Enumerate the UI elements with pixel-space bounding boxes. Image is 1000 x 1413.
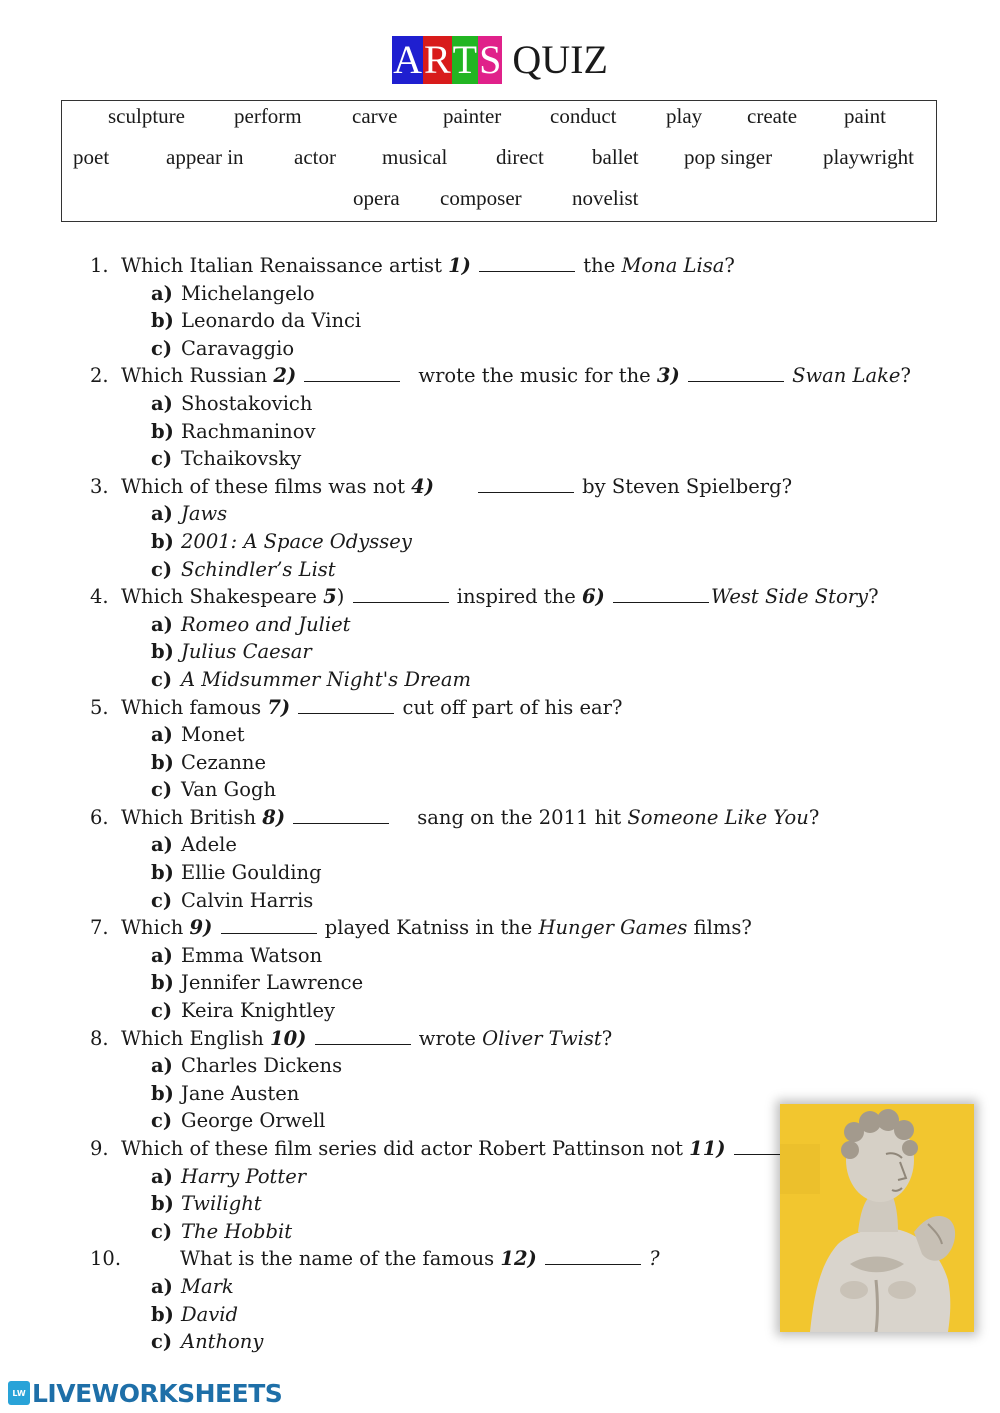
question-7: [90, 914, 950, 942]
david-illustration: [780, 1104, 974, 1332]
option[interactable]: [90, 666, 950, 694]
option[interactable]: [90, 942, 950, 970]
option-text: Keira Knightley: [181, 999, 336, 1023]
option[interactable]: [90, 335, 950, 363]
title-italic: West Side Story: [710, 585, 869, 609]
option-text: Tchaikovsky: [181, 447, 302, 471]
option-text: Van Gogh: [181, 778, 277, 802]
option-letter: a): [151, 612, 173, 636]
blank-number: 9): [189, 916, 213, 940]
option-letter: c): [151, 1330, 173, 1354]
question-text: Which British: [121, 805, 263, 829]
option[interactable]: [90, 307, 950, 335]
option-text: Leonardo da Vinci: [181, 309, 362, 333]
question-text: Which of these film series did actor Robert Pattinson not: [121, 1137, 690, 1160]
option-letter: c): [151, 778, 173, 802]
option-letter: a): [151, 1274, 173, 1298]
liveworksheets-brand[interactable]: LIVEWORKSHEETS: [32, 1378, 283, 1408]
question-text: Which Italian Renaissance artist: [121, 254, 449, 277]
option-letter: b): [151, 640, 174, 664]
option-text: Romeo and Juliet: [181, 612, 351, 636]
question-text: ?: [868, 585, 879, 609]
question-text: Which Russian: [121, 364, 274, 388]
option-letter: b): [151, 1081, 174, 1105]
word-bank-item: musical: [382, 145, 448, 169]
question-5: [90, 694, 950, 722]
answer-blank-9[interactable]: [221, 915, 317, 934]
title-letter-r: R: [423, 37, 451, 82]
question-text: ): [336, 585, 345, 609]
blank-number: 5: [323, 585, 337, 609]
question-number: 10.: [90, 1247, 122, 1271]
option-letter: c): [151, 447, 173, 471]
question-text: wrote: [412, 1026, 483, 1050]
title-italic: Mona Lisa: [621, 254, 725, 277]
option-letter: b): [151, 861, 174, 885]
question-2: [90, 362, 950, 390]
option[interactable]: [90, 390, 950, 418]
question-text: ?: [724, 254, 735, 277]
option-text: Anthony: [181, 1330, 264, 1354]
question-number: 1.: [90, 254, 109, 277]
title-quiz: QUIZ: [512, 37, 608, 82]
word-bank-item: poet: [73, 145, 110, 169]
question-text: inspired the: [450, 585, 582, 609]
blank-number: 11): [689, 1137, 726, 1160]
option-text: Jennifer Lawrence: [181, 971, 364, 995]
question-text: ?: [601, 1026, 613, 1050]
option-text: Caravaggio: [181, 336, 295, 360]
answer-blank-6[interactable]: [613, 584, 709, 603]
word-bank-item: ballet: [592, 145, 639, 169]
question-number: 2.: [90, 364, 109, 388]
word-bank-row-1: [62, 101, 936, 131]
word-bank-item: perform: [234, 104, 302, 128]
blank-number: 4): [411, 474, 434, 498]
blank-number: 2): [273, 364, 297, 388]
option-letter: c): [151, 557, 173, 581]
question-number: 7.: [90, 916, 109, 940]
option-text: Monet: [181, 723, 245, 747]
question-number: 8.: [90, 1026, 109, 1050]
answer-blank-7[interactable]: [298, 695, 394, 714]
question-text: What is the name of the famous: [180, 1247, 501, 1271]
word-bank-item: actor: [294, 145, 336, 169]
blank-number: 6): [581, 585, 605, 609]
option-text: Schindler’s List: [181, 557, 336, 581]
option-text: Cezanne: [181, 750, 267, 774]
question-text: Which Shakespeare: [121, 585, 324, 609]
word-bank-item: create: [747, 104, 798, 128]
option-text: Rachmaninov: [181, 419, 316, 443]
question-text: wrote the music for the: [418, 364, 657, 388]
word-bank-item: paint: [844, 104, 886, 128]
option-text: Jane Austen: [181, 1081, 300, 1105]
arts-title-colored: [392, 36, 502, 84]
question-1: [90, 252, 950, 280]
title-letter-a: A: [393, 37, 422, 82]
title-letter-t: T: [452, 37, 478, 82]
option-text: David: [181, 1302, 238, 1326]
question-text: sang on the 2011 hit: [417, 805, 628, 829]
option-letter: a): [151, 281, 173, 305]
option-text: Charles Dickens: [181, 1054, 343, 1078]
word-bank-item: composer: [440, 186, 522, 210]
question-text: films?: [687, 916, 752, 940]
question-text: ?: [808, 805, 820, 829]
title-italic: Someone Like You: [627, 805, 809, 829]
question-number: 4.: [90, 585, 109, 609]
blank-number: 10): [270, 1026, 307, 1050]
option-text: The Hobbit: [181, 1219, 293, 1243]
question-text: the: [577, 254, 622, 277]
word-bank-item: painter: [443, 104, 502, 128]
option-letter: c): [151, 667, 173, 691]
word-bank-item: carve: [352, 104, 398, 128]
option-text: Calvin Harris: [181, 888, 314, 912]
option-letter: b): [151, 529, 174, 553]
option-letter: b): [151, 1192, 174, 1216]
option[interactable]: [90, 1328, 950, 1356]
liveworksheets-logo-icon: LW: [8, 1381, 30, 1405]
word-bank-row-2: [62, 142, 936, 172]
question-4: [90, 583, 950, 611]
word-bank-item: conduct: [550, 104, 617, 128]
option-text: Jaws: [181, 502, 228, 526]
option[interactable]: [90, 500, 950, 528]
option[interactable]: [90, 528, 950, 556]
footer-brand: [8, 1378, 282, 1408]
title-letter-s: S: [479, 37, 502, 82]
statue-of-david-image: [780, 1104, 974, 1332]
answer-blank-8[interactable]: [293, 805, 389, 824]
question-8: [90, 1025, 950, 1053]
option-letter: c): [151, 999, 173, 1023]
question-text: ?: [900, 364, 911, 388]
word-bank-item: opera: [353, 186, 400, 210]
blank-number: 3): [656, 364, 680, 388]
option-letter: c): [151, 336, 173, 360]
option-letter: b): [151, 419, 174, 443]
question-6: [90, 804, 950, 832]
option-letter: c): [151, 1219, 173, 1243]
question-number: 6.: [90, 805, 109, 829]
option-letter: a): [151, 502, 173, 526]
question-number: 5.: [90, 695, 109, 719]
question-text: cut off part of his ear?: [396, 695, 623, 719]
option-text: Harry Potter: [181, 1164, 307, 1188]
option[interactable]: [90, 280, 950, 308]
option[interactable]: [90, 859, 950, 887]
option[interactable]: [90, 997, 950, 1025]
word-bank-item: sculpture: [108, 104, 185, 128]
option-letter: a): [151, 943, 173, 967]
option-text: Ellie Goulding: [181, 861, 322, 885]
title-italic: Oliver Twist: [482, 1026, 602, 1050]
answer-blank-10[interactable]: [315, 1026, 411, 1045]
question-text: Which of these films was not: [121, 474, 412, 498]
option-letter: b): [151, 750, 174, 774]
question-text: Which English: [121, 1026, 271, 1050]
blank-number: 1): [448, 254, 471, 277]
word-bank: [61, 100, 937, 222]
option-text: Emma Watson: [181, 943, 323, 967]
answer-blank-12[interactable]: [545, 1246, 641, 1265]
option-text: George Orwell: [181, 1109, 326, 1133]
option[interactable]: [90, 969, 950, 997]
word-bank-item: play: [666, 104, 703, 128]
option[interactable]: [90, 887, 950, 915]
option-letter: a): [151, 1054, 173, 1078]
word-bank-item: playwright: [823, 145, 914, 169]
option-text: Michelangelo: [181, 281, 315, 305]
option-text: Twilight: [181, 1192, 262, 1216]
option-letter: a): [151, 723, 173, 747]
question-text: Which: [121, 916, 190, 940]
option-text: Julius Caesar: [181, 640, 312, 664]
option[interactable]: [90, 638, 950, 666]
option-text: 2001: A Space Odyssey: [181, 529, 412, 553]
option[interactable]: [90, 556, 950, 584]
option-letter: a): [151, 1164, 173, 1188]
option[interactable]: [90, 611, 950, 639]
blank-number: 7): [267, 695, 291, 719]
option[interactable]: [90, 776, 950, 804]
word-bank-row-3: [62, 183, 936, 213]
word-bank-item: appear in: [166, 145, 244, 169]
question-number: 3.: [90, 474, 109, 498]
option-text: Adele: [181, 833, 237, 857]
option-letter: b): [151, 971, 174, 995]
question-text: ?: [642, 1247, 660, 1271]
option-letter: a): [151, 833, 173, 857]
option-letter: b): [151, 309, 174, 333]
option-letter: c): [151, 1109, 173, 1133]
answer-blank-4[interactable]: [478, 474, 574, 493]
answer-blank-5[interactable]: [353, 584, 449, 603]
option-letter: c): [151, 888, 173, 912]
option-text: Shostakovich: [181, 391, 313, 415]
title-italic: Hunger Games: [538, 916, 688, 940]
answer-blank-3[interactable]: [688, 363, 784, 382]
option-letter: a): [151, 391, 173, 415]
word-bank-item: novelist: [572, 186, 639, 210]
option[interactable]: [90, 749, 950, 777]
option-text: A Midsummer Night's Dream: [181, 667, 471, 691]
question-text: played Katniss in the: [318, 916, 539, 940]
question-text: by Steven Spielberg?: [575, 474, 793, 498]
blank-number: 12): [500, 1247, 537, 1271]
word-bank-item: direct: [496, 145, 544, 169]
question-3: [90, 473, 950, 501]
page-title: [0, 36, 1000, 84]
answer-blank-2[interactable]: [304, 363, 400, 382]
title-italic: Swan Lake: [792, 364, 901, 388]
option[interactable]: [90, 831, 950, 859]
word-bank-item: pop singer: [684, 145, 773, 169]
option[interactable]: [90, 445, 950, 473]
option[interactable]: [90, 721, 950, 749]
option-letter: b): [151, 1302, 174, 1326]
answer-blank-1[interactable]: [479, 253, 575, 272]
question-number: 9.: [90, 1137, 109, 1160]
option-text: Mark: [181, 1274, 234, 1298]
option[interactable]: [90, 418, 950, 446]
option[interactable]: [90, 1052, 950, 1080]
question-text: Which famous: [121, 695, 268, 719]
blank-number: 8): [262, 805, 286, 829]
